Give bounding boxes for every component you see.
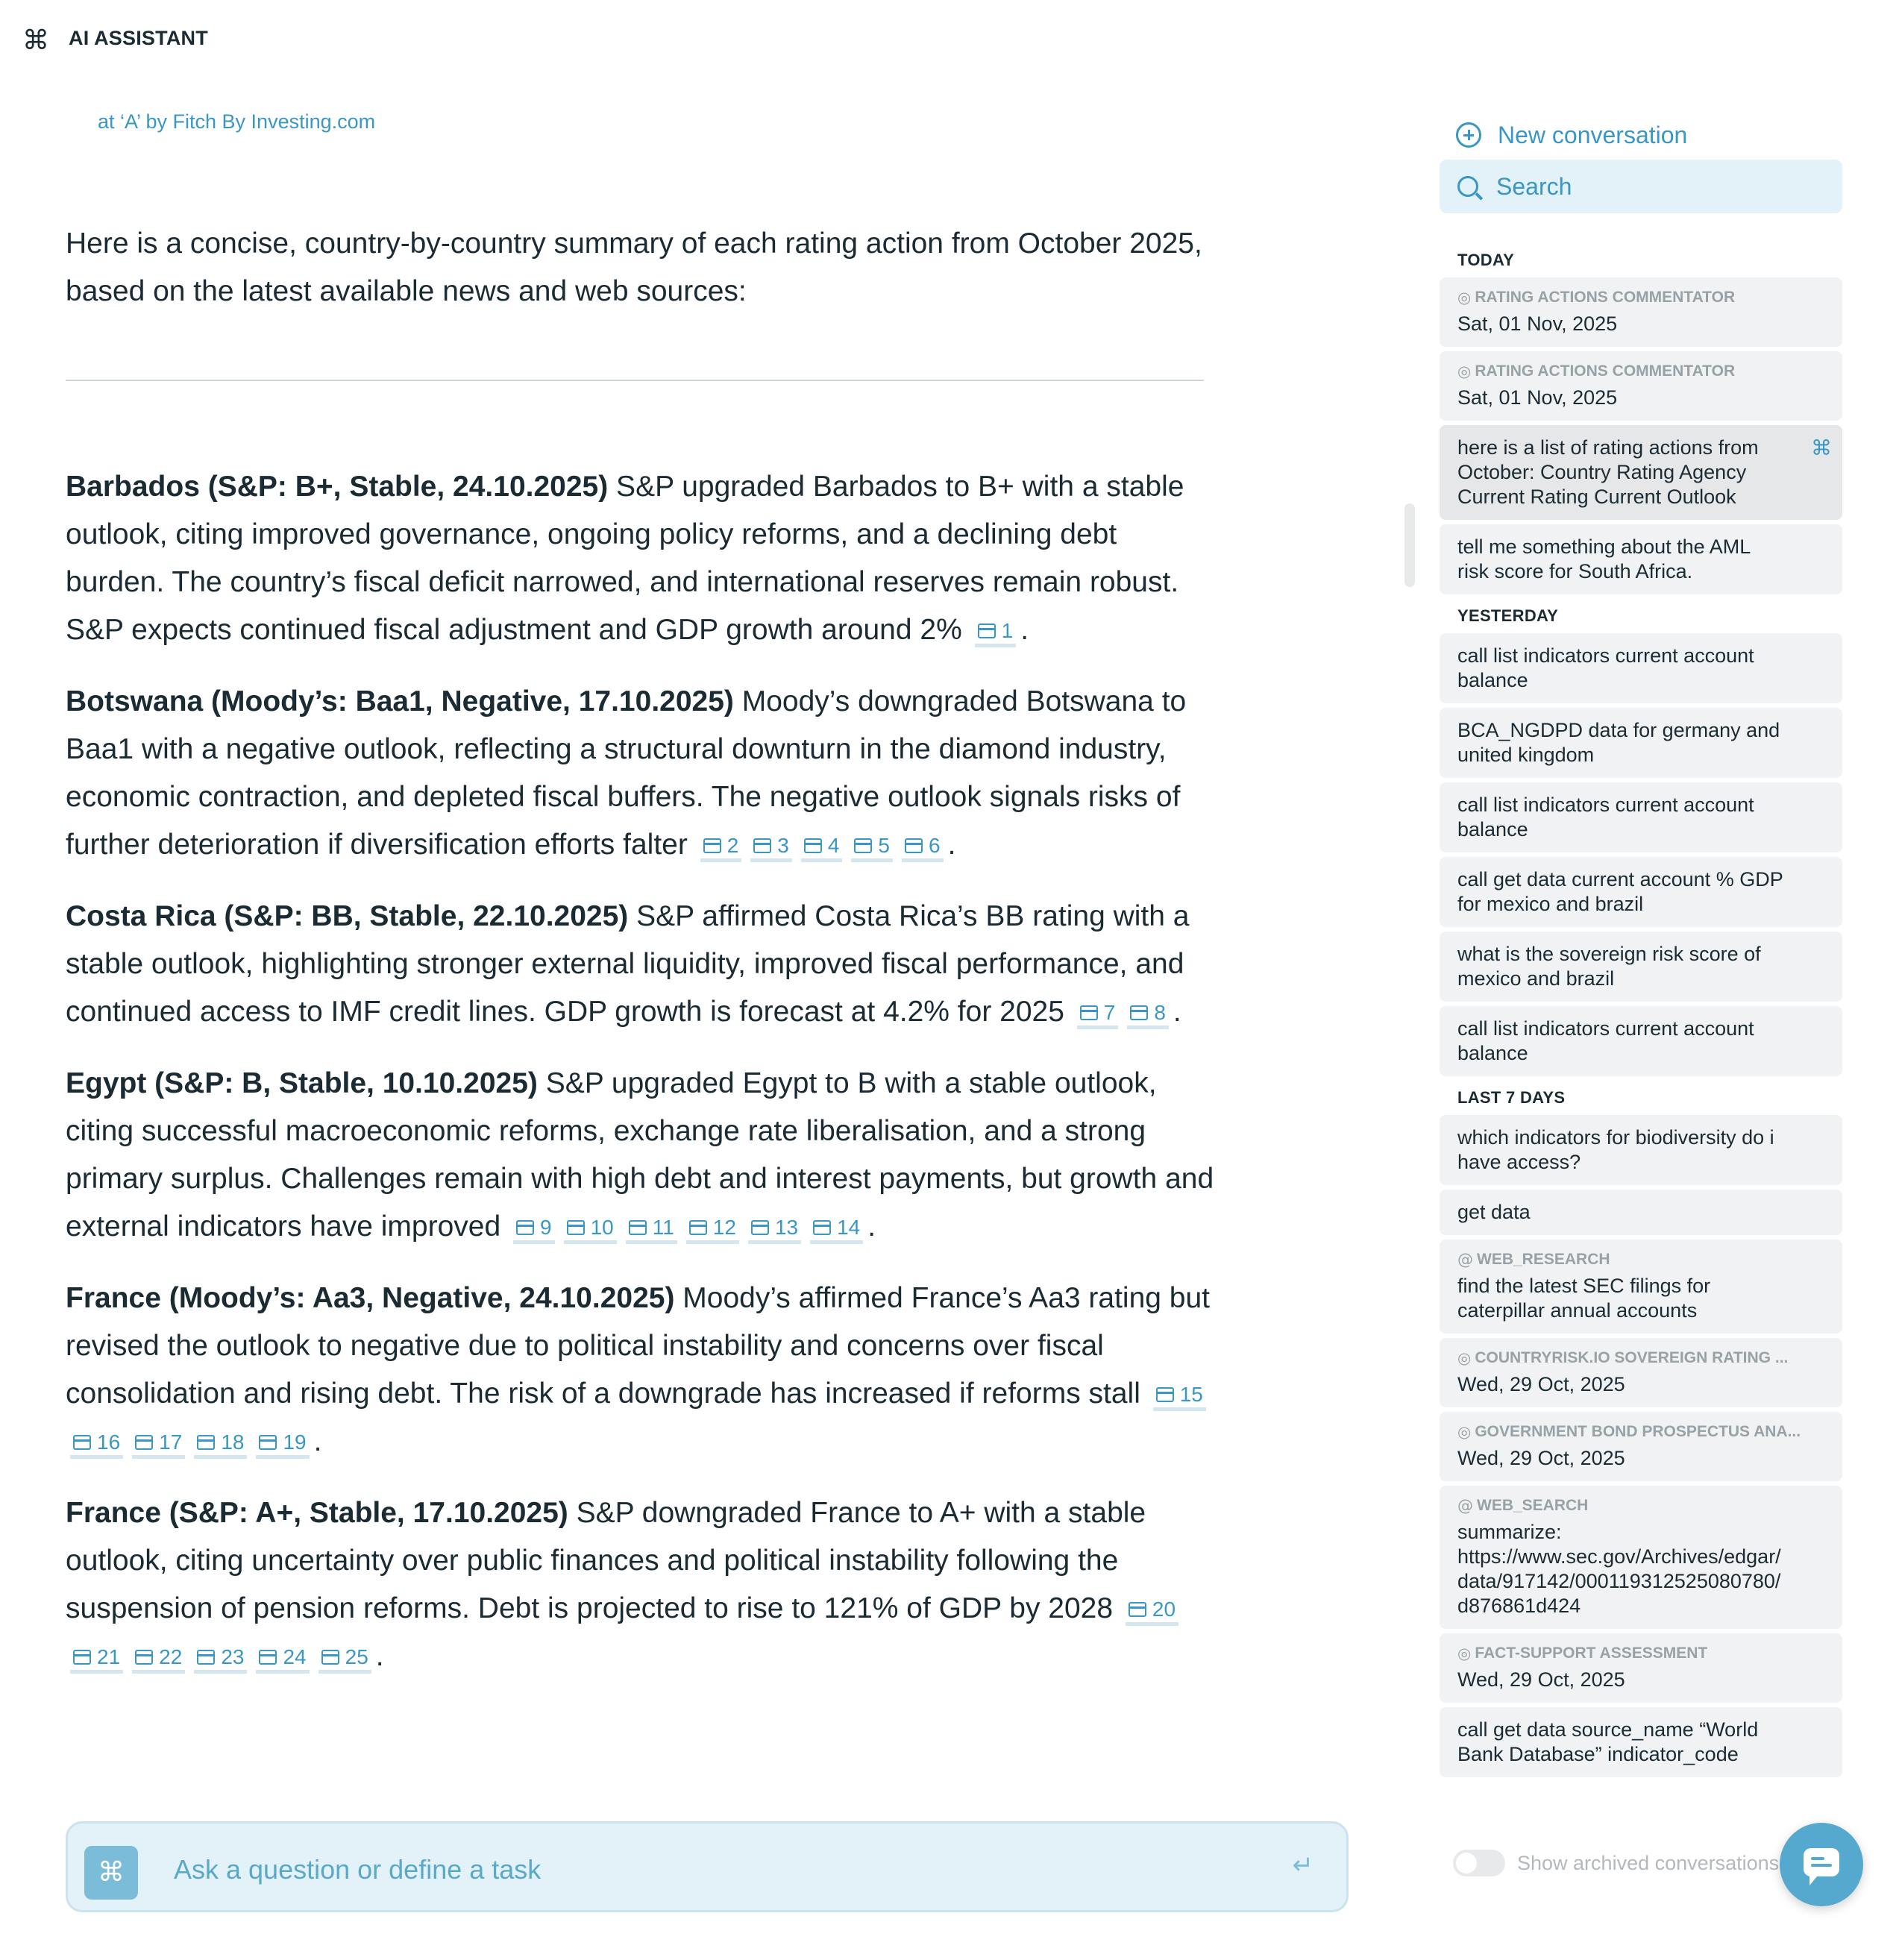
citation-number: 23 — [221, 1645, 245, 1668]
conversation-item[interactable] — [1440, 1190, 1842, 1235]
conversation-agent — [1457, 1496, 1824, 1515]
conversation-title: what is the sovereign risk score of mexico and brazil — [1457, 943, 1761, 990]
citation-number: 12 — [712, 1216, 736, 1239]
conversation-item[interactable] — [1440, 1633, 1842, 1703]
conversation-item[interactable] — [1440, 1115, 1842, 1185]
citation-link[interactable] — [318, 1646, 371, 1674]
conversation-item[interactable] — [1440, 708, 1842, 778]
browser-window-icon — [1156, 1387, 1174, 1402]
rating-paragraph — [66, 678, 1214, 869]
conversation-item[interactable] — [1440, 782, 1842, 852]
browser-window-icon — [813, 1220, 831, 1235]
citation-number: 22 — [159, 1645, 183, 1668]
at-icon: @ — [1457, 1251, 1473, 1269]
agent-chat-icon: ◎ — [1457, 362, 1472, 380]
show-archived — [1453, 1850, 1779, 1876]
browser-window-icon — [73, 1650, 91, 1665]
terminal-punctuation: . — [375, 1640, 384, 1672]
source-link[interactable]: at ‘A’ by Fitch By Investing.com — [98, 110, 376, 133]
citation-number: 16 — [97, 1430, 121, 1454]
citation-link[interactable] — [70, 1431, 123, 1459]
citation-number: 15 — [1179, 1383, 1203, 1406]
conversation-item[interactable] — [1440, 1006, 1842, 1076]
conversation-pane — [0, 82, 1387, 1797]
rating-body: S&P upgraded Barbados to B+ with a stable outlook, citing improved governance, ongoing policy reforms, and a declining debt burden. The country’s fiscal deficit narrowed, and international reserves remain robust. S&P expects continued fiscal adjustment and GDP growth around 2% — [66, 471, 1184, 646]
conversation-title: call list indicators current account balance — [1457, 1017, 1754, 1064]
conversation-item[interactable] — [1440, 932, 1842, 1002]
enter-icon[interactable]: ↵ — [1292, 1850, 1313, 1880]
citation-link[interactable] — [70, 1646, 123, 1674]
search-label: Search — [1496, 172, 1572, 200]
divider — [66, 380, 1204, 381]
browser-window-icon — [567, 1220, 585, 1235]
citation-link[interactable] — [132, 1431, 185, 1459]
conversation-agent-label: FACT-SUPPORT ASSESSMENT — [1475, 1645, 1708, 1662]
rating-body: S&P affirmed Costa Rica’s BB rating with a stable outlook, highlighting stronger external liquidity, improved fiscal performance, and continued access to IMF credit lines. GDP growth is forecast at 4.2% for 2025 — [66, 900, 1190, 1028]
citation-number: 1 — [1001, 619, 1014, 642]
browser-window-icon — [516, 1220, 534, 1235]
browser-window-icon — [259, 1650, 277, 1665]
browser-window-icon — [1130, 1005, 1148, 1020]
citation-link[interactable] — [194, 1646, 247, 1674]
citation-number: 21 — [97, 1645, 121, 1668]
at-icon: @ — [1457, 1497, 1473, 1515]
browser-window-icon — [978, 624, 996, 638]
conversation-title: here is a list of rating actions from October: Country Rating Agency Current Rating Current Outlook — [1457, 436, 1759, 508]
sidebar — [1440, 0, 1899, 1960]
prompt-input[interactable] — [172, 1843, 1249, 1897]
browser-window-icon — [751, 1220, 769, 1235]
plus-circle-icon — [1456, 122, 1481, 148]
citation-link[interactable] — [1127, 1002, 1169, 1029]
conversation-agent-label: WEB_RESEARCH — [1477, 1251, 1610, 1268]
rating-body: S&P downgraded France to A+ with a stable outlook, citing uncertainty over public finances and political instability following the suspension of pension reforms. Debt is projected to rise to 121% of GDP by 2028 — [66, 1497, 1146, 1624]
terminal-punctuation: . — [867, 1210, 876, 1243]
citation-link[interactable] — [256, 1646, 309, 1674]
scrollbar[interactable] — [1404, 503, 1415, 587]
citation-link[interactable] — [1077, 1002, 1119, 1029]
citation-link[interactable] — [513, 1216, 555, 1244]
search-icon — [1457, 176, 1478, 197]
rating-body: Moody’s downgraded Botswana to Baa1 with a negative outlook, reflecting a structural downturn in the diamond industry, economic contraction, and depleted fiscal buffers. The negative outlook signals risks of further deterioration if diversification efforts falter — [66, 685, 1187, 861]
conversation-item[interactable] — [1440, 351, 1842, 421]
citation-link[interactable] — [626, 1216, 677, 1244]
conversation-title: call get data current account % GDP for mexico and brazil — [1457, 868, 1783, 915]
citation-link[interactable] — [748, 1216, 801, 1244]
browser-window-icon — [135, 1650, 153, 1665]
rating-body: Moody’s affirmed France’s Aa3 rating but revised the outlook to negative due to political instability and concerns over fiscal consolidation and rising debt. The risk of a downgrade has increased if reforms stall — [66, 1282, 1211, 1410]
browser-window-icon — [804, 838, 822, 853]
browser-window-icon — [703, 838, 721, 853]
prompt-box — [66, 1821, 1349, 1912]
show-archived-toggle[interactable] — [1453, 1850, 1505, 1876]
section-label: TODAY — [1457, 251, 1515, 269]
search-button[interactable] — [1440, 160, 1842, 213]
browser-window-icon — [135, 1435, 153, 1450]
browser-window-icon — [197, 1650, 215, 1665]
browser-window-icon — [1080, 1005, 1098, 1020]
citation-link[interactable] — [194, 1431, 247, 1459]
app-header — [0, 0, 1417, 82]
citation-link[interactable] — [700, 835, 742, 862]
terminal-punctuation: . — [1020, 614, 1029, 646]
new-conversation-button[interactable] — [1456, 118, 1687, 152]
rating-heading: Botswana (Moody’s: Baa1, Negative, 17.10.2025) — [66, 685, 734, 717]
conversation-item[interactable] — [1440, 1338, 1842, 1407]
section-label: LAST 7 DAYS — [1457, 1088, 1566, 1107]
citation-number: 5 — [878, 834, 890, 857]
conversation-title: call list indicators current account balance — [1457, 644, 1754, 691]
citation-number: 17 — [159, 1430, 183, 1454]
conversation-item[interactable] — [1440, 1486, 1842, 1629]
rating-body: S&P upgraded Egypt to B with a stable outlook, citing successful macroeconomic reforms, exchange rate liberalisation, and a strong primary surplus. Challenges remain with high debt and interest payments, but growth and external indicators have improved — [66, 1067, 1214, 1243]
citation-link[interactable] — [975, 620, 1017, 647]
show-archived-label: Show archived conversations — [1517, 1851, 1780, 1874]
citation-number: 14 — [837, 1216, 861, 1239]
citation-link[interactable] — [256, 1431, 309, 1459]
new-conversation-label: New conversation — [1498, 121, 1688, 148]
citation-link[interactable] — [132, 1646, 185, 1674]
citation-number: 7 — [1103, 1001, 1116, 1024]
browser-window-icon — [854, 838, 872, 853]
conversation-agent — [1457, 1250, 1824, 1269]
conversation-item[interactable] — [1440, 277, 1842, 347]
rating-heading: France (Moody’s: Aa3, Negative, 24.10.2025) — [66, 1282, 675, 1314]
citation-number: 3 — [777, 834, 789, 857]
citation-number: 9 — [539, 1216, 552, 1239]
chat-bubble-icon — [1804, 1848, 1839, 1876]
citation-number: 2 — [726, 834, 739, 857]
conversation-title: which indicators for biodiversity do i have access? — [1457, 1126, 1774, 1173]
conversation-title: summarize: https://www.sec.gov/Archives/edgar/data/917142/000119312525080780/d876861d424 — [1457, 1521, 1781, 1617]
conversation-agent-label: RATING ACTIONS COMMENTATOR — [1475, 362, 1736, 380]
citation-number: 8 — [1154, 1001, 1166, 1024]
conversation-list[interactable] — [1440, 245, 1842, 1805]
citation-number: 25 — [345, 1645, 368, 1668]
browser-window-icon — [73, 1435, 91, 1450]
rating-paragraph — [66, 1060, 1214, 1251]
conversation-title: find the latest SEC filings for caterpillar annual accounts — [1457, 1275, 1711, 1322]
conversation-title: Wed, 29 Oct, 2025 — [1457, 1373, 1625, 1395]
rating-heading: France (S&P: A+, Stable, 17.10.2025) — [66, 1497, 568, 1529]
conversation-item[interactable] — [1440, 857, 1842, 927]
command-icon[interactable]: ⌘ — [1811, 436, 1832, 460]
browser-window-icon — [689, 1220, 707, 1235]
conversation-agent — [1457, 1644, 1824, 1663]
browser-window-icon — [321, 1650, 339, 1665]
rating-heading: Egypt (S&P: B, Stable, 10.10.2025) — [66, 1067, 538, 1099]
citation-number: 10 — [590, 1216, 614, 1239]
conversation-title: BCA_NGDPD data for germany and united kingdom — [1457, 719, 1780, 766]
chat-button[interactable] — [1780, 1823, 1863, 1906]
rating-heading: Costa Rica (S&P: BB, Stable, 22.10.2025) — [66, 900, 629, 932]
browser-window-icon — [1129, 1602, 1146, 1617]
conversation-agent-label: RATING ACTIONS COMMENTATOR — [1475, 289, 1736, 306]
citation-link[interactable] — [1153, 1383, 1206, 1411]
rating-paragraph — [66, 1275, 1214, 1466]
terminal-punctuation: . — [1173, 996, 1181, 1028]
citation-number: 20 — [1152, 1598, 1176, 1621]
conversation-agent — [1457, 1348, 1824, 1368]
conversation-item[interactable] — [1440, 1412, 1842, 1481]
citation-number: 24 — [283, 1645, 307, 1668]
conversation-agent-label: COUNTRYRISK.IO SOVEREIGN RATING ... — [1475, 1349, 1789, 1366]
citation-number: 11 — [652, 1216, 674, 1239]
rating-heading: Barbados (S&P: B+, Stable, 24.10.2025) — [66, 471, 609, 503]
assistant-message — [66, 220, 1214, 1704]
command-icon: ⌘ — [22, 25, 49, 56]
terminal-punctuation: . — [313, 1425, 322, 1457]
citation-link[interactable] — [564, 1216, 617, 1244]
ratings-list — [66, 463, 1214, 1680]
citation-link[interactable] — [851, 835, 893, 862]
command-icon[interactable]: ⌘ — [84, 1846, 138, 1900]
rating-paragraph — [66, 463, 1214, 654]
intro-paragraph: Here is a concise, country-by-country summary of each rating action from October 2025, based on the latest available news and web sources: — [66, 227, 1202, 307]
conversation-item[interactable] — [1440, 524, 1842, 594]
citation-link[interactable] — [686, 1216, 739, 1244]
citation-number: 6 — [929, 834, 941, 857]
agent-chat-icon: ◎ — [1457, 1349, 1472, 1367]
conversation-title: call get data source_name “World Bank Database” indicator_code — [1457, 1718, 1759, 1765]
conversation-item[interactable] — [1440, 1240, 1842, 1334]
conversation-item[interactable] — [1440, 425, 1842, 520]
citation-link[interactable] — [801, 835, 843, 862]
conversation-item[interactable] — [1440, 633, 1842, 703]
rating-paragraph — [66, 893, 1214, 1036]
conversation-title: get data — [1457, 1201, 1531, 1223]
citation-link[interactable] — [1126, 1598, 1178, 1626]
agent-chat-icon: ◎ — [1457, 1423, 1472, 1441]
conversation-title: call list indicators current account balance — [1457, 794, 1754, 841]
browser-window-icon — [197, 1435, 215, 1450]
conversation-title: tell me something about the AML risk score for South Africa. — [1457, 535, 1751, 582]
citation-number: 19 — [283, 1430, 307, 1454]
agent-chat-icon: ◎ — [1457, 1645, 1472, 1662]
conversation-agent — [1457, 1422, 1824, 1442]
citation-link[interactable] — [902, 835, 944, 862]
conversation-agent — [1457, 362, 1824, 381]
citation-number: 4 — [827, 834, 840, 857]
conversation-agent-label: WEB_SEARCH — [1477, 1497, 1589, 1514]
citation-link[interactable] — [750, 835, 792, 862]
citation-link[interactable] — [810, 1216, 863, 1244]
browser-window-icon — [753, 838, 771, 853]
browser-window-icon — [905, 838, 923, 853]
app-title: AI ASSISTANT — [69, 27, 208, 49]
conversation-agent-label: GOVERNMENT BOND PROSPECTUS ANA... — [1475, 1423, 1801, 1440]
section-label: YESTERDAY — [1457, 606, 1559, 625]
browser-window-icon — [629, 1220, 647, 1235]
conversation-item[interactable] — [1440, 1707, 1842, 1777]
agent-chat-icon: ◎ — [1457, 289, 1472, 307]
conversation-title: Sat, 01 Nov, 2025 — [1457, 312, 1618, 335]
terminal-punctuation: . — [947, 829, 956, 861]
rating-paragraph — [66, 1489, 1214, 1680]
conversation-agent — [1457, 288, 1824, 307]
citation-number: 13 — [774, 1216, 799, 1239]
citation-number: 18 — [221, 1430, 245, 1454]
conversation-title: Wed, 29 Oct, 2025 — [1457, 1447, 1625, 1469]
conversation-title: Wed, 29 Oct, 2025 — [1457, 1668, 1625, 1691]
conversation-title: Sat, 01 Nov, 2025 — [1457, 386, 1618, 409]
browser-window-icon — [259, 1435, 277, 1450]
